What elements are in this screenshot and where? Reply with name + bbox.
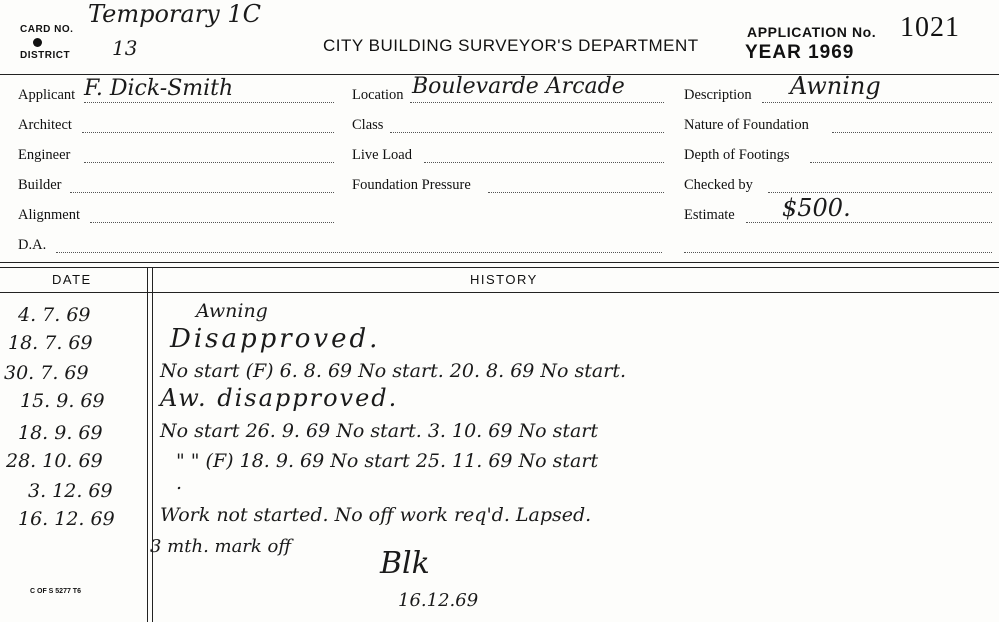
engineer-label: Engineer [18,147,71,163]
description-label: Description [684,87,752,103]
blank-line-col3 [684,252,992,253]
history-date: 18. 9. 69 [18,422,103,444]
form-code: C OF S 5277 T6 [30,588,81,595]
da-line [56,252,662,253]
nature-of-foundation-line [832,132,992,133]
location-value: Boulevarde Arcade [412,74,625,99]
class-label: Class [352,117,384,133]
history-text: Disapproved. [170,324,381,354]
alignment-line [90,222,334,223]
signature-date: 16.12.69 [398,590,479,611]
card-no-label: CARD NO. [20,24,74,35]
depth-of-footings-line [810,162,992,163]
history-note: 3 mth. mark off [150,536,292,557]
history-header-rule [0,292,999,293]
history-date: 3. 12. 69 [28,480,113,502]
estimate-value: $500. [782,194,851,222]
class-line [390,132,664,133]
district-label: DISTRICT [20,50,71,61]
history-date: 30. 7. 69 [4,362,89,384]
description-value: Awning [790,72,881,100]
checked-by-label: Checked by [684,177,753,193]
district-value: 13 [112,36,138,60]
history-date: 4. 7. 69 [18,304,91,326]
estimate-label: Estimate [684,207,735,223]
depth-of-footings-label: Depth of Footings [684,147,790,163]
alignment-label: Alignment [18,207,81,223]
description-line [762,102,992,103]
application-no-label: APPLICATION No. [747,24,877,40]
history-text: Work not started. No off work req'd. Lapsed. [160,504,592,526]
history-text: Aw. disapproved. [160,384,399,412]
foundation-pressure-line [488,192,664,193]
history-date: 28. 10. 69 [6,450,103,472]
history-date: 16. 12. 69 [18,508,115,530]
live-load-line [424,162,664,163]
date-column-divider [147,267,148,622]
builder-line [70,192,334,193]
card-no-value: Temporary 1C [88,0,261,28]
history-top-rule [0,262,999,263]
history-text: Awning [196,300,268,322]
history-text: . [176,472,183,494]
builder-label: Builder [18,177,62,193]
punch-mark [33,38,42,47]
location-line [410,102,664,103]
architect-line [82,132,334,133]
history-text: No start (F) 6. 8. 69 No start. 20. 8. 69 No start. [160,360,627,382]
date-column-divider-2 [152,267,153,622]
history-column-header: HISTORY [470,272,538,287]
signature: Blk [380,546,430,581]
history-date: 18. 7. 69 [8,332,93,354]
estimate-line [746,222,992,223]
history-text: No start 26. 9. 69 No start. 3. 10. 69 No start [160,420,599,442]
da-label: D.A. [18,237,47,253]
engineer-line [84,162,334,163]
history-text: " " (F) 18. 9. 69 No start 25. 11. 69 No start [176,450,599,472]
applicant-label: Applicant [18,87,76,103]
checked-by-line [768,192,992,193]
location-label: Location [352,87,404,103]
application-number: 1021 [900,12,960,43]
year-label: YEAR 1969 [745,42,855,63]
applicant-line [84,102,334,103]
history-date: 15. 9. 69 [20,390,105,412]
live-load-label: Live Load [352,147,412,163]
nature-of-foundation-label: Nature of Foundation [684,117,809,133]
history-top-rule-2 [0,267,999,268]
applicant-value: F. Dick-Smith [84,76,234,101]
date-column-header: DATE [52,272,92,287]
foundation-pressure-label: Foundation Pressure [352,177,471,193]
architect-label: Architect [18,117,72,133]
department-title: CITY BUILDING SURVEYOR'S DEPARTMENT [323,36,699,55]
